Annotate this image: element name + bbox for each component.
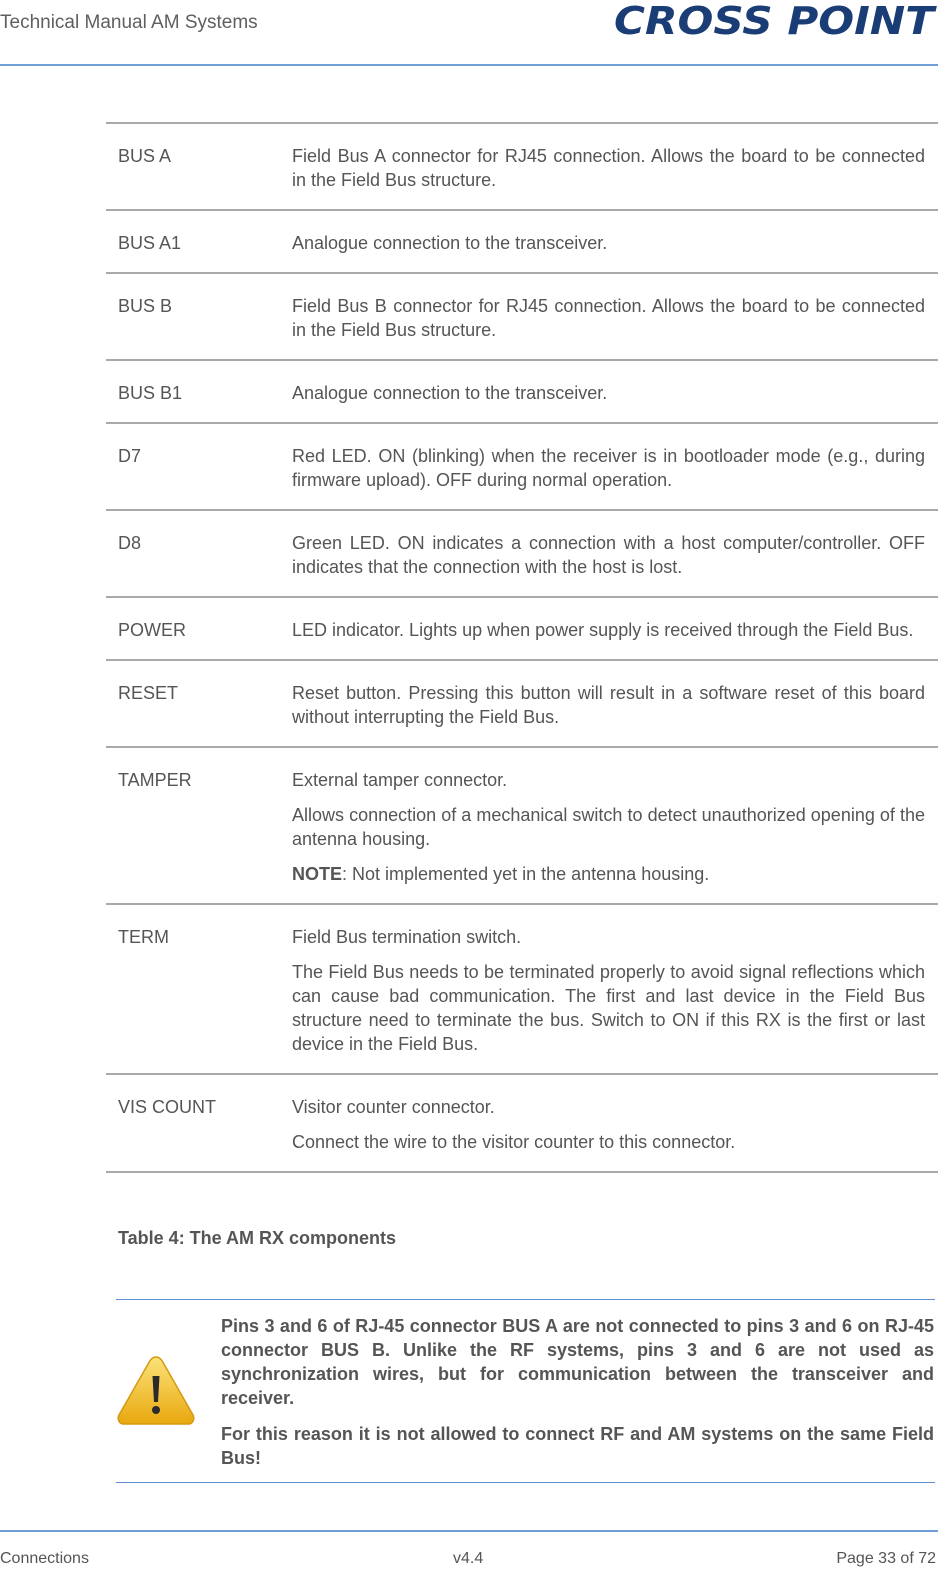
table-caption: Table 4: The AM RX components [118, 1228, 397, 1248]
component-name: TAMPER [118, 770, 192, 790]
component-description [292, 768, 925, 886]
table-row [106, 661, 938, 748]
table-row [106, 905, 938, 1075]
description-paragraph: Allows connection of a mechanical switch to detect unauthorized opening of the antenna housing. [292, 805, 925, 849]
description-paragraph: Analogue connection to the transceiver. [292, 233, 608, 253]
component-name: BUS A [118, 146, 172, 166]
component-description [292, 531, 925, 579]
component-description [292, 381, 925, 405]
component-name: BUS B1 [118, 383, 183, 403]
note-label: NOTE [292, 864, 343, 884]
note-paragraph [292, 862, 925, 886]
description-paragraph: Analogue connection to the transceiver. [292, 383, 608, 403]
component-name: VIS COUNT [118, 1097, 217, 1117]
table-row [106, 511, 938, 598]
footer-section: Connections [0, 1550, 89, 1567]
description-paragraph: Field Bus A connector for RJ45 connection. Allows the board to be connected in the Field Bus structure. [292, 146, 925, 190]
component-description [292, 1095, 925, 1154]
warning-triangle-icon [116, 1354, 196, 1426]
footer-version: v4.4 [453, 1550, 484, 1567]
description-paragraph: Field Bus B connector for RJ45 connection. Allows the board to be connected in the Field Bus structure. [292, 296, 925, 340]
description-paragraph: The Field Bus needs to be terminated properly to avoid signal reflections which can cause bad communication. The first and last device in the Field Bus structure need to terminate the bus. Switch to ON if this RX is the first or last device in the Field Bus. [292, 962, 925, 1054]
component-name: TERM [118, 927, 169, 947]
components-table [106, 122, 938, 1173]
description-paragraph: Red LED. ON (blinking) when the receiver is in bootloader mode (e.g., during firmware upload). OFF during normal operation. [292, 446, 925, 490]
warning-paragraph: For this reason it is not allowed to connect RF and AM systems on the same Field Bus! [221, 1424, 934, 1468]
logo-text: CROSS POINT [614, 0, 938, 40]
description-paragraph: Visitor counter connector. [292, 1097, 495, 1117]
header-divider [0, 64, 938, 66]
description-paragraph: Connect the wire to the visitor counter to this connector. [292, 1132, 736, 1152]
note-text: : Not implemented yet in the antenna housing. [342, 864, 710, 884]
component-name: RESET [118, 683, 179, 703]
table-row [106, 361, 938, 424]
header-title: Technical Manual AM Systems [0, 12, 258, 33]
table-row [106, 598, 938, 661]
description-paragraph: Green LED. ON indicates a connection with a host computer/controller. OFF indicates that the connection with the host is lost. [292, 533, 925, 577]
warning-paragraph: Pins 3 and 6 of RJ-45 connector BUS A are not connected to pins 3 and 6 on RJ-45 connector BUS B. Unlike the RF systems, pins 3 and 6 are not used as synchronization wires, but for communication between the transceiver and receiver. [221, 1316, 934, 1408]
description-paragraph: Field Bus termination switch. [292, 927, 522, 947]
table-row [106, 424, 938, 511]
component-description [292, 231, 925, 255]
cross-point-logo [612, 0, 938, 40]
component-name: BUS A1 [118, 233, 182, 253]
description-paragraph: External tamper connector. [292, 770, 508, 790]
table-row [106, 124, 938, 211]
component-name: D8 [118, 533, 142, 553]
warning-text [221, 1314, 934, 1482]
footer-page-number: Page 33 of 72 [836, 1550, 936, 1567]
component-description [292, 144, 925, 192]
table-row [106, 274, 938, 361]
component-description [292, 618, 925, 642]
table-row [106, 211, 938, 274]
component-description [292, 681, 925, 729]
description-paragraph: Reset button. Pressing this button will result in a software reset of this board without interrupting the Field Bus. [292, 683, 925, 727]
component-name: D7 [118, 446, 142, 466]
component-description [292, 925, 925, 1056]
component-name: POWER [118, 620, 187, 640]
description-paragraph: LED indicator. Lights up when power supply is received through the Field Bus. [292, 620, 914, 640]
table-row [106, 748, 938, 905]
footer-divider [0, 1530, 938, 1532]
warning-box [116, 1299, 935, 1483]
table-row [106, 1075, 938, 1173]
component-description [292, 444, 925, 492]
component-name: BUS B [118, 296, 173, 316]
component-description [292, 294, 925, 342]
